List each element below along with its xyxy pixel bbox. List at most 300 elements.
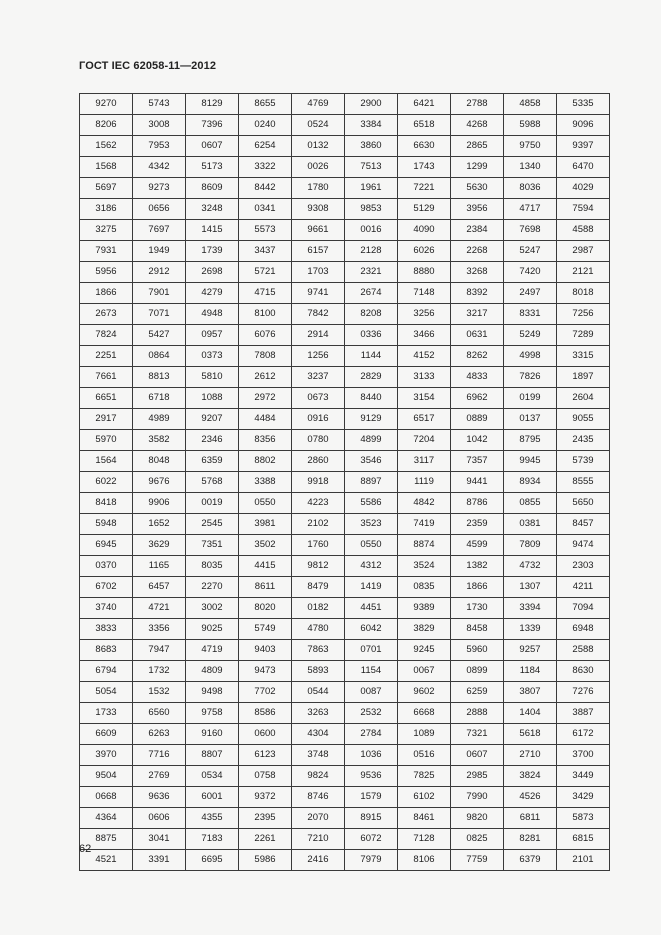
table-cell: 0656: [133, 199, 186, 220]
table-cell: 3833: [80, 619, 133, 640]
table-cell: 4732: [504, 556, 557, 577]
table-cell: 6042: [345, 619, 398, 640]
table-cell: 1897: [557, 367, 610, 388]
table-cell: 4769: [292, 94, 345, 115]
table-cell: 9474: [557, 535, 610, 556]
table-cell: 3546: [345, 451, 398, 472]
table-cell: 8746: [292, 787, 345, 808]
table-cell: 0534: [186, 766, 239, 787]
table-cell: 3394: [504, 598, 557, 619]
table-cell: 9906: [133, 493, 186, 514]
table-cell: 1415: [186, 220, 239, 241]
table-cell: 9918: [292, 472, 345, 493]
table-cell: 5986: [239, 850, 292, 871]
table-cell: 6695: [186, 850, 239, 871]
table-row: [80, 115, 610, 136]
table-cell: 8129: [186, 94, 239, 115]
table-row: [80, 325, 610, 346]
table-cell: 4715: [239, 283, 292, 304]
table-cell: 0381: [504, 514, 557, 535]
table-cell: 1780: [292, 178, 345, 199]
table-row: [80, 808, 610, 829]
table-cell: 0889: [451, 409, 504, 430]
table-cell: 9824: [292, 766, 345, 787]
table-cell: 2710: [504, 745, 557, 766]
table-cell: 9270: [80, 94, 133, 115]
table-cell: 1739: [186, 241, 239, 262]
table-cell: 7210: [292, 829, 345, 850]
table-cell: 0701: [345, 640, 398, 661]
table-cell: 4415: [239, 556, 292, 577]
table-cell: 2251: [80, 346, 133, 367]
table-cell: 3041: [133, 829, 186, 850]
table-cell: 7759: [451, 850, 504, 871]
table-cell: 4526: [504, 787, 557, 808]
table-cell: 8442: [239, 178, 292, 199]
table-cell: 2673: [80, 304, 133, 325]
table-cell: 7321: [451, 724, 504, 745]
table-cell: 4304: [292, 724, 345, 745]
table-cell: 1866: [451, 577, 504, 598]
table-cell: 8795: [504, 430, 557, 451]
table-row: [80, 661, 610, 682]
table-cell: 2416: [292, 850, 345, 871]
table-cell: 4090: [398, 220, 451, 241]
table-cell: 7947: [133, 640, 186, 661]
table-cell: 3629: [133, 535, 186, 556]
table-cell: 8020: [239, 598, 292, 619]
table-cell: 5743: [133, 94, 186, 115]
random-numbers-table-body: [80, 94, 610, 871]
table-cell: 3970: [80, 745, 133, 766]
table-cell: 3217: [451, 304, 504, 325]
table-cell: 8875: [80, 829, 133, 850]
table-cell: 0341: [239, 199, 292, 220]
table-cell: 7420: [504, 262, 557, 283]
table-cell: 4998: [504, 346, 557, 367]
table-cell: 1562: [80, 136, 133, 157]
table-cell: 8048: [133, 451, 186, 472]
table-cell: 5873: [557, 808, 610, 829]
table-cell: 9853: [345, 199, 398, 220]
page-number: 62: [79, 843, 92, 855]
table-cell: 3268: [451, 262, 504, 283]
table-cell: 7128: [398, 829, 451, 850]
table-cell: 1144: [345, 346, 398, 367]
table-cell: 7204: [398, 430, 451, 451]
table-row: [80, 199, 610, 220]
table-cell: 8281: [504, 829, 557, 850]
table-cell: 1579: [345, 787, 398, 808]
table-cell: 2985: [451, 766, 504, 787]
table-cell: 3275: [80, 220, 133, 241]
table-cell: 7289: [557, 325, 610, 346]
table-cell: 7071: [133, 304, 186, 325]
table-row: [80, 304, 610, 325]
table-cell: 0026: [292, 157, 345, 178]
table-cell: 1165: [133, 556, 186, 577]
table-cell: 8035: [186, 556, 239, 577]
table-cell: 4211: [557, 577, 610, 598]
table-row: [80, 451, 610, 472]
table-cell: 6379: [504, 850, 557, 871]
table-cell: 1036: [345, 745, 398, 766]
table-row: [80, 577, 610, 598]
table-cell: 9025: [186, 619, 239, 640]
table-cell: 2674: [345, 283, 398, 304]
table-cell: 0240: [239, 115, 292, 136]
table-row: [80, 619, 610, 640]
table-cell: 3429: [557, 787, 610, 808]
table-cell: 7931: [80, 241, 133, 262]
table-cell: 6945: [80, 535, 133, 556]
table-cell: 4719: [186, 640, 239, 661]
table-cell: 8479: [292, 577, 345, 598]
table-cell: 2604: [557, 388, 610, 409]
table-cell: 8874: [398, 535, 451, 556]
table-cell: 3807: [504, 682, 557, 703]
table-cell: 8897: [345, 472, 398, 493]
table-cell: 6263: [133, 724, 186, 745]
table-cell: 8934: [504, 472, 557, 493]
table-cell: 6001: [186, 787, 239, 808]
table-cell: 8208: [345, 304, 398, 325]
table-cell: 7702: [239, 682, 292, 703]
table-cell: 1949: [133, 241, 186, 262]
table-cell: 6259: [451, 682, 504, 703]
table-cell: 0550: [239, 493, 292, 514]
table-cell: 6359: [186, 451, 239, 472]
table-cell: 7256: [557, 304, 610, 325]
table-cell: 8915: [345, 808, 398, 829]
table-cell: 9636: [133, 787, 186, 808]
table-cell: 9245: [398, 640, 451, 661]
table-cell: 9758: [186, 703, 239, 724]
table-row: [80, 850, 610, 871]
table-cell: 2588: [557, 640, 610, 661]
table-cell: 9129: [345, 409, 398, 430]
table-cell: 8458: [451, 619, 504, 640]
table-cell: 1042: [451, 430, 504, 451]
table-row: [80, 472, 610, 493]
table-cell: 5247: [504, 241, 557, 262]
table-cell: 3523: [345, 514, 398, 535]
table-cell: 1088: [186, 388, 239, 409]
table-row: [80, 493, 610, 514]
table-row: [80, 745, 610, 766]
table-row: [80, 829, 610, 850]
table-cell: 8630: [557, 661, 610, 682]
table-cell: 1299: [451, 157, 504, 178]
table-cell: 9397: [557, 136, 610, 157]
table-cell: 7698: [504, 220, 557, 241]
table-cell: 0199: [504, 388, 557, 409]
table-cell: 0668: [80, 787, 133, 808]
table-cell: 0019: [186, 493, 239, 514]
table-cell: 6072: [345, 829, 398, 850]
table-cell: 8611: [239, 577, 292, 598]
table-cell: 7697: [133, 220, 186, 241]
table-cell: 4721: [133, 598, 186, 619]
table-cell: 3466: [398, 325, 451, 346]
table-cell: 4989: [133, 409, 186, 430]
table-cell: 9820: [451, 808, 504, 829]
table-cell: 6076: [239, 325, 292, 346]
table-cell: 3449: [557, 766, 610, 787]
table-cell: 3391: [133, 850, 186, 871]
table-cell: 7396: [186, 115, 239, 136]
table-cell: 9473: [239, 661, 292, 682]
table-cell: 5335: [557, 94, 610, 115]
table-cell: 5721: [239, 262, 292, 283]
table-row: [80, 682, 610, 703]
table-cell: 0606: [133, 808, 186, 829]
table-cell: 7809: [504, 535, 557, 556]
table-cell: 8683: [80, 640, 133, 661]
table-cell: 1730: [451, 598, 504, 619]
table-cell: 6421: [398, 94, 451, 115]
table-cell: 8807: [186, 745, 239, 766]
table-cell: 3502: [239, 535, 292, 556]
table-cell: 8106: [398, 850, 451, 871]
table-cell: 7842: [292, 304, 345, 325]
table-row: [80, 388, 610, 409]
table-cell: 6718: [133, 388, 186, 409]
table-cell: 0336: [345, 325, 398, 346]
table-cell: 9160: [186, 724, 239, 745]
table-cell: 2900: [345, 94, 398, 115]
table-cell: 0137: [504, 409, 557, 430]
table-cell: 6026: [398, 241, 451, 262]
table-cell: 1307: [504, 577, 557, 598]
table-cell: 6470: [557, 157, 610, 178]
table-cell: 3981: [239, 514, 292, 535]
table-cell: 6962: [451, 388, 504, 409]
table-cell: 1256: [292, 346, 345, 367]
table-cell: 3248: [186, 199, 239, 220]
table-cell: 5988: [504, 115, 557, 136]
table-cell: 9441: [451, 472, 504, 493]
table-cell: 0607: [186, 136, 239, 157]
table-cell: 7824: [80, 325, 133, 346]
table-cell: 0835: [398, 577, 451, 598]
table-cell: 0087: [345, 682, 398, 703]
table-cell: 9536: [345, 766, 398, 787]
table-cell: 5970: [80, 430, 133, 451]
table-cell: 9403: [239, 640, 292, 661]
table-cell: 4312: [345, 556, 398, 577]
table-cell: 7825: [398, 766, 451, 787]
table-cell: 4279: [186, 283, 239, 304]
table-cell: 3133: [398, 367, 451, 388]
table-cell: 8418: [80, 493, 133, 514]
table-cell: 4858: [504, 94, 557, 115]
table-cell: 2914: [292, 325, 345, 346]
table-cell: 3117: [398, 451, 451, 472]
table-cell: 2972: [239, 388, 292, 409]
table-cell: 5956: [80, 262, 133, 283]
table-cell: 0758: [239, 766, 292, 787]
table-cell: 3860: [345, 136, 398, 157]
table-cell: 7148: [398, 283, 451, 304]
table-row: [80, 430, 610, 451]
table-cell: 9308: [292, 199, 345, 220]
table-cell: 4833: [451, 367, 504, 388]
table-cell: 9812: [292, 556, 345, 577]
table-cell: 4780: [292, 619, 345, 640]
table-cell: 2303: [557, 556, 610, 577]
table-cell: 5650: [557, 493, 610, 514]
table-cell: 0864: [133, 346, 186, 367]
table-cell: 6630: [398, 136, 451, 157]
table-cell: 0780: [292, 430, 345, 451]
table-cell: 8036: [504, 178, 557, 199]
table-cell: 7094: [557, 598, 610, 619]
table-cell: 2070: [292, 808, 345, 829]
table-cell: 9096: [557, 115, 610, 136]
table-cell: 2532: [345, 703, 398, 724]
table-cell: 7901: [133, 283, 186, 304]
table-cell: 9676: [133, 472, 186, 493]
table-cell: 0370: [80, 556, 133, 577]
table-cell: 1382: [451, 556, 504, 577]
table-cell: 4484: [239, 409, 292, 430]
table-cell: 7990: [451, 787, 504, 808]
table-cell: 3237: [292, 367, 345, 388]
table-cell: 4588: [557, 220, 610, 241]
table-cell: 1733: [80, 703, 133, 724]
table-cell: 4842: [398, 493, 451, 514]
table-cell: 0957: [186, 325, 239, 346]
table-row: [80, 514, 610, 535]
table-cell: 8262: [451, 346, 504, 367]
table-cell: 0067: [398, 661, 451, 682]
table-cell: 9273: [133, 178, 186, 199]
table-cell: 2359: [451, 514, 504, 535]
table-row: [80, 535, 610, 556]
table-cell: 3524: [398, 556, 451, 577]
table-row: [80, 367, 610, 388]
table-cell: 3008: [133, 115, 186, 136]
table-cell: 6518: [398, 115, 451, 136]
table-cell: 2268: [451, 241, 504, 262]
table-cell: 8100: [239, 304, 292, 325]
table-cell: 6123: [239, 745, 292, 766]
table-cell: 0373: [186, 346, 239, 367]
table-cell: 6948: [557, 619, 610, 640]
table-cell: 2545: [186, 514, 239, 535]
table-cell: 6172: [557, 724, 610, 745]
table-cell: 5810: [186, 367, 239, 388]
standard-header: ГОСТ IEC 62058-11—2012: [79, 60, 217, 72]
table-cell: 0544: [292, 682, 345, 703]
table-cell: 7716: [133, 745, 186, 766]
table-cell: 0600: [239, 724, 292, 745]
table-cell: 2698: [186, 262, 239, 283]
table-cell: 5618: [504, 724, 557, 745]
table-cell: 7953: [133, 136, 186, 157]
table-cell: 1184: [504, 661, 557, 682]
table-cell: 3740: [80, 598, 133, 619]
table-cell: 6022: [80, 472, 133, 493]
table-cell: 8813: [133, 367, 186, 388]
table-cell: 1089: [398, 724, 451, 745]
table-cell: 6702: [80, 577, 133, 598]
table-cell: 2829: [345, 367, 398, 388]
table-cell: 7661: [80, 367, 133, 388]
table-cell: 5893: [292, 661, 345, 682]
table-cell: 0182: [292, 598, 345, 619]
table-cell: 1532: [133, 682, 186, 703]
table-row: [80, 787, 610, 808]
table-cell: 9945: [504, 451, 557, 472]
table-cell: 3582: [133, 430, 186, 451]
table-cell: 5249: [504, 325, 557, 346]
table-cell: 6651: [80, 388, 133, 409]
table-cell: 8802: [239, 451, 292, 472]
table-cell: 7808: [239, 346, 292, 367]
table-cell: 2612: [239, 367, 292, 388]
table-cell: 0607: [451, 745, 504, 766]
table-cell: 2128: [345, 241, 398, 262]
table-row: [80, 241, 610, 262]
table-row: [80, 703, 610, 724]
table-cell: 0016: [345, 220, 398, 241]
table-cell: 8655: [239, 94, 292, 115]
table-cell: 1119: [398, 472, 451, 493]
table-cell: 7183: [186, 829, 239, 850]
table-row: [80, 598, 610, 619]
table-cell: 5586: [345, 493, 398, 514]
table-cell: 2917: [80, 409, 133, 430]
table-cell: 0631: [451, 325, 504, 346]
table-cell: 8392: [451, 283, 504, 304]
table-cell: 2888: [451, 703, 504, 724]
table-row: [80, 556, 610, 577]
table-cell: 5948: [80, 514, 133, 535]
table-cell: 9741: [292, 283, 345, 304]
table-cell: 8555: [557, 472, 610, 493]
table-cell: 0855: [504, 493, 557, 514]
table-cell: 7276: [557, 682, 610, 703]
table-cell: 3256: [398, 304, 451, 325]
table-row: [80, 409, 610, 430]
table-cell: 2321: [345, 262, 398, 283]
table-cell: 7351: [186, 535, 239, 556]
table-cell: 5427: [133, 325, 186, 346]
table-cell: 3700: [557, 745, 610, 766]
table-cell: 9389: [398, 598, 451, 619]
table-cell: 8440: [345, 388, 398, 409]
table-cell: 9207: [186, 409, 239, 430]
table-cell: 2497: [504, 283, 557, 304]
table-cell: 2384: [451, 220, 504, 241]
table-cell: 2102: [292, 514, 345, 535]
table-cell: 1961: [345, 178, 398, 199]
table-cell: 1652: [133, 514, 186, 535]
table-cell: 7357: [451, 451, 504, 472]
table-cell: 3437: [239, 241, 292, 262]
table-cell: 8457: [557, 514, 610, 535]
table-cell: 2788: [451, 94, 504, 115]
table-cell: 4809: [186, 661, 239, 682]
table-cell: 1866: [80, 283, 133, 304]
table-cell: 5573: [239, 220, 292, 241]
table-cell: 6517: [398, 409, 451, 430]
table-cell: 5739: [557, 451, 610, 472]
table-cell: 3322: [239, 157, 292, 178]
table-cell: 4152: [398, 346, 451, 367]
